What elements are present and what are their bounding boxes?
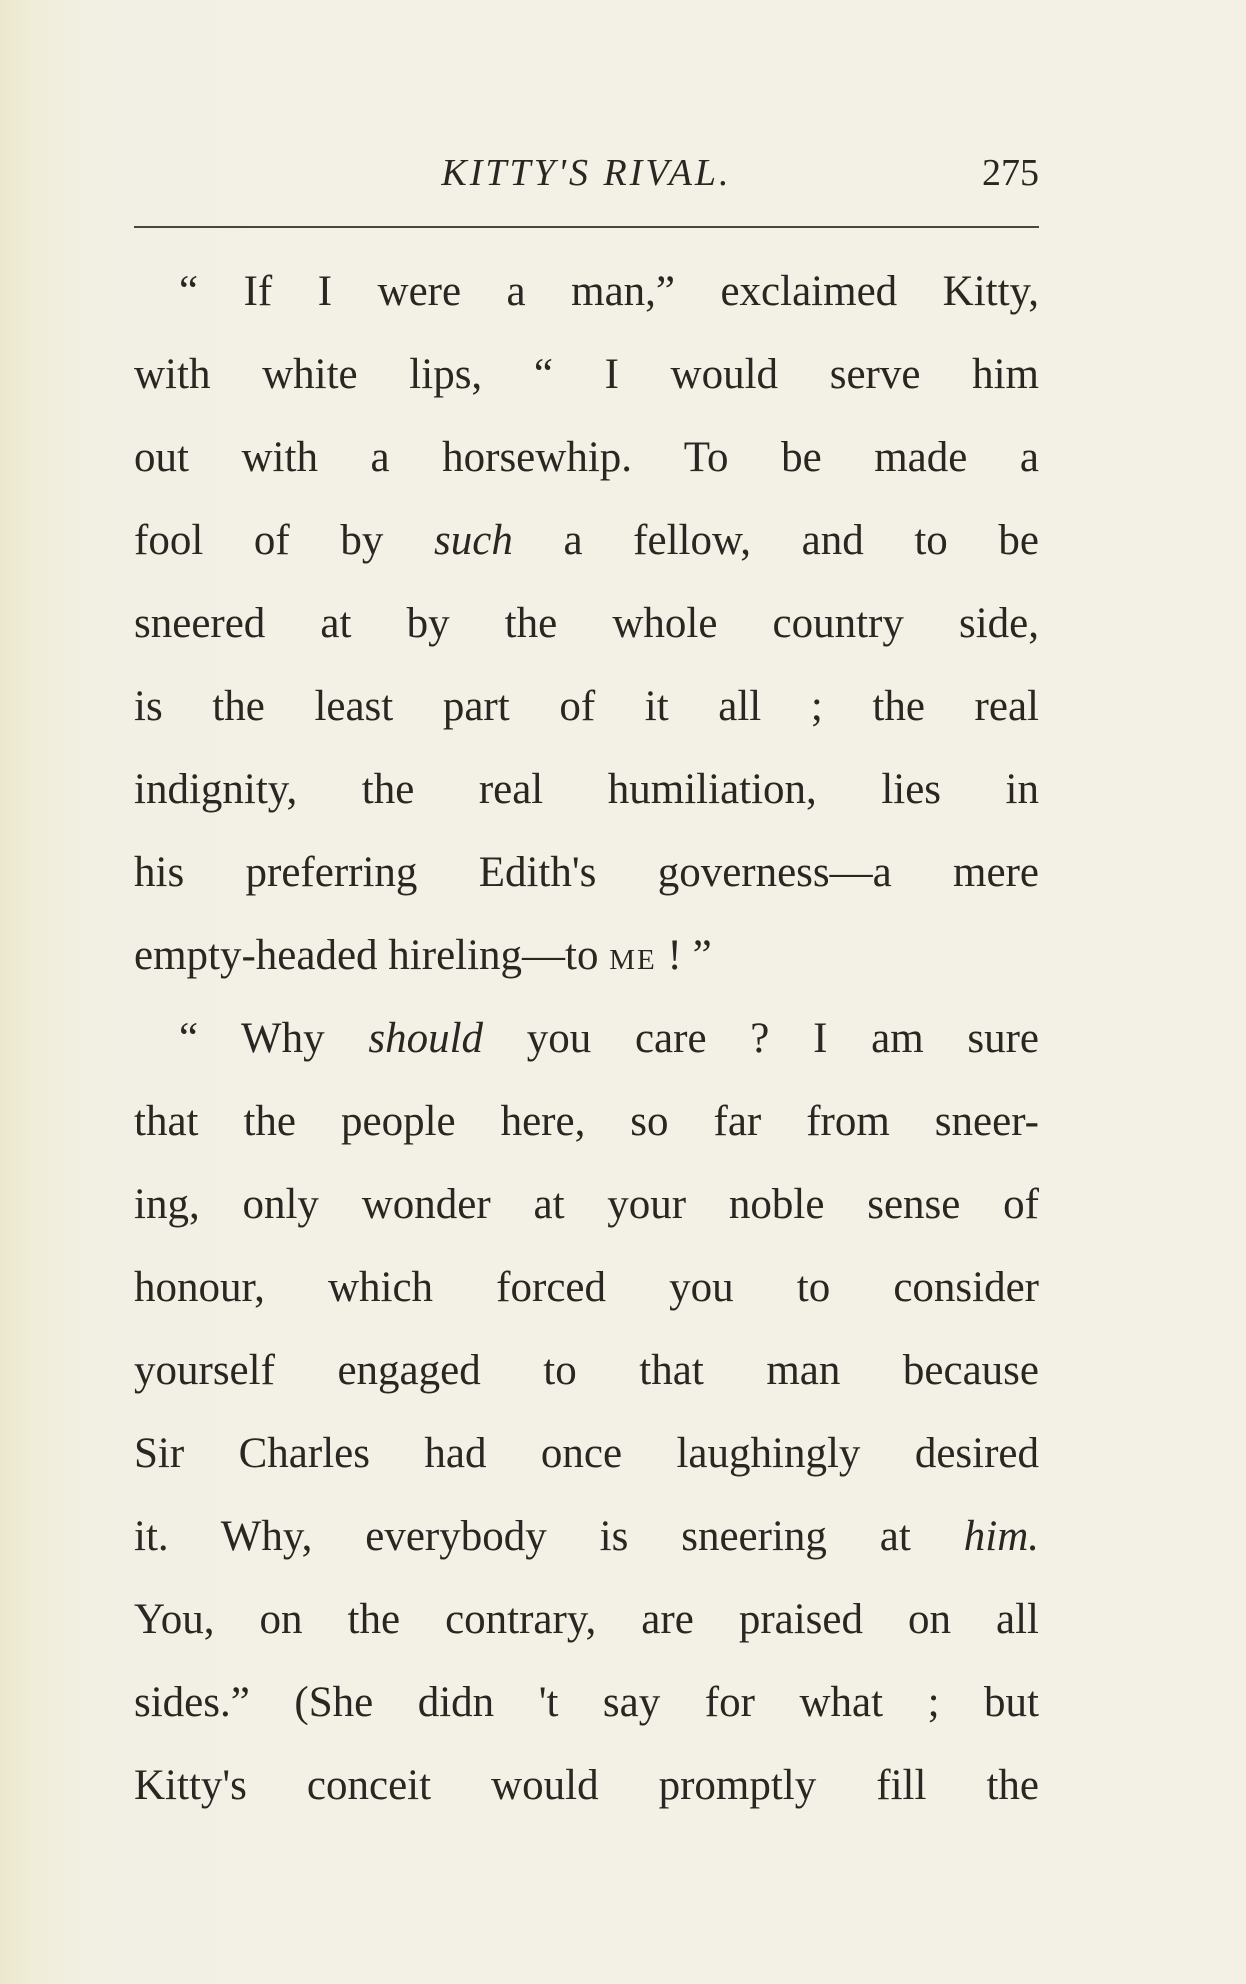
- text-span: you care ? I am sure: [526, 1015, 1039, 1062]
- text-line: [134, 914, 1039, 997]
- text-line: “ If I were a man,” exclaimed Kitty,: [179, 268, 1039, 315]
- text-line: ing, only wonder at your noble sense of: [134, 1181, 1039, 1228]
- page-number: 275: [982, 152, 1039, 194]
- running-head: [134, 148, 1039, 198]
- text-line: You, on the contrary, are praised on all: [134, 1596, 1039, 1643]
- italic-emphasis: should: [368, 1015, 484, 1062]
- text-line: out with a horsewhip. To be made a: [134, 434, 1039, 481]
- text-span: a fellow, and to be: [563, 517, 1039, 564]
- text-line: his preferring Edith's governess—a mere: [134, 849, 1039, 896]
- text-line: that the people here, so far from sneer-: [134, 1098, 1039, 1145]
- text-span: empty-headed hireling—to: [134, 932, 599, 979]
- text-span: “ Why: [179, 1015, 325, 1062]
- text-line: Kitty's conceit would promptly fill the: [134, 1762, 1039, 1809]
- text-line: [134, 997, 1039, 1080]
- text-span: it. Why, everybody is sneering at: [134, 1513, 911, 1560]
- text-line: [134, 499, 1039, 582]
- text-line: is the least part of it all ; the real: [134, 683, 1039, 730]
- body-text: [134, 250, 1039, 1827]
- text-span: ! ”: [667, 932, 712, 979]
- text-line: yourself engaged to that man because: [134, 1347, 1039, 1394]
- text-line: honour, which forced you to consider: [134, 1264, 1039, 1311]
- italic-emphasis: him.: [963, 1513, 1039, 1560]
- text-line: Sir Charles had once laughingly desired: [134, 1430, 1039, 1477]
- running-title: KITTY'S RIVAL.: [441, 152, 732, 194]
- text-span: fool of by: [134, 517, 384, 564]
- italic-emphasis: such: [434, 517, 513, 564]
- text-line: sides.” (She didn 't say for what ; but: [134, 1679, 1039, 1726]
- text-line: with white lips, “ I would serve him: [134, 351, 1039, 398]
- header-rule: [134, 226, 1039, 228]
- small-caps-emphasis: ME: [609, 944, 657, 976]
- text-line: [134, 1495, 1039, 1578]
- text-line: sneered at by the whole country side,: [134, 600, 1039, 647]
- text-line: indignity, the real humiliation, lies in: [134, 766, 1039, 813]
